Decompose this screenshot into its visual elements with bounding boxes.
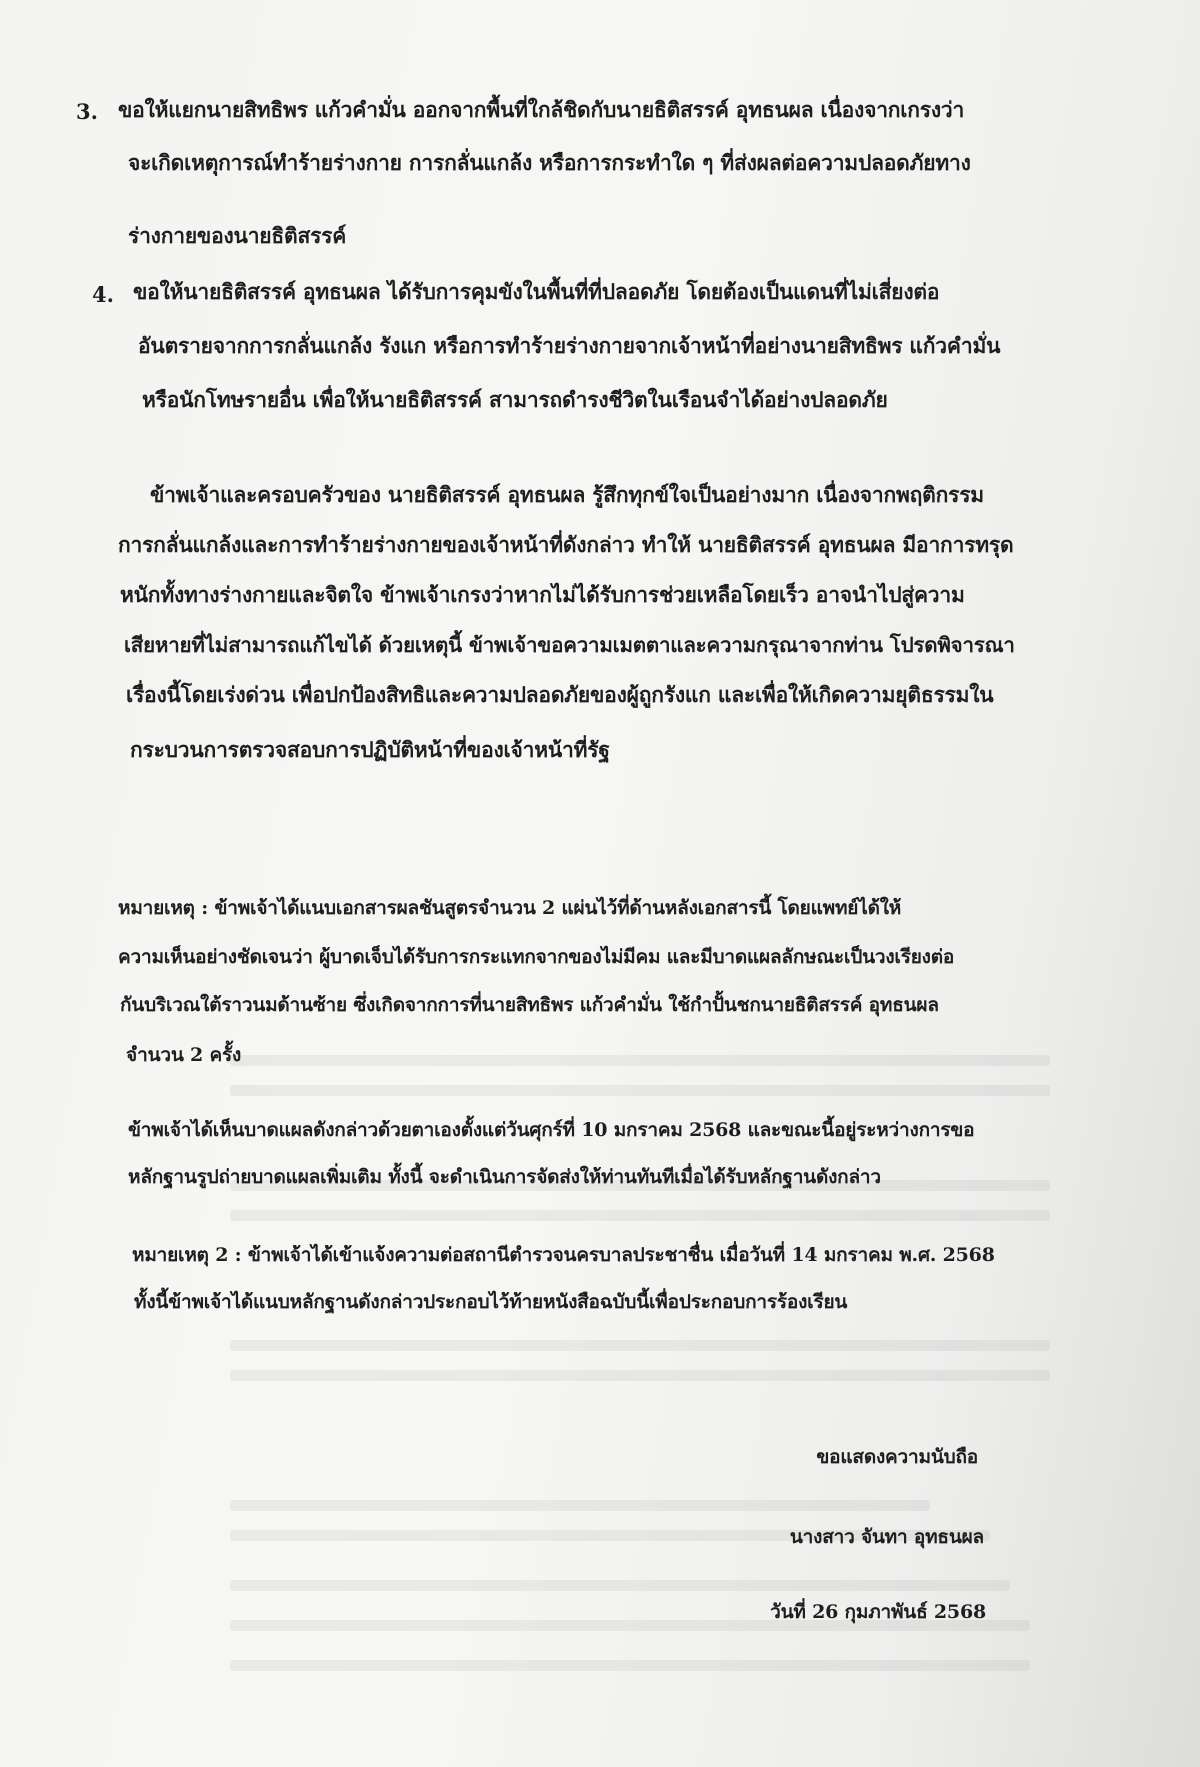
bleed-through [230,1085,1050,1096]
paragraph-line: เสียหายที่ไม่สามารถแก้ไขได้ ด้วยเหตุนี้ ข้าพเจ้าขอความเมตตาและความกรุณาจากท่าน โปรดพิจารณา [124,633,1015,657]
item-line: ขอให้นายธิติสรรค์ อุทธนผล ได้รับการคุมขังในพื้นที่ที่ปลอดภัย โดยต้องเป็นแดนที่ไม่เสี่ยงต่อ [133,279,940,304]
item-line: จะเกิดเหตุการณ์ทำร้ายร่างกาย การกลั่นแกล้ง หรือการกระทำใด ๆ ที่ส่งผลต่อความปลอดภัยทาง [128,150,971,175]
note2-line: หมายเหตุ 2 : ข้าพเจ้าได้เข้าแจ้งความต่อสถานีตำรวจนครบาลประชาชื่น เมื่อวันที่ 14 มกราคม พ.ศ. 2568 [132,1244,995,1266]
note-line: จำนวน 2 ครั้ง [126,1044,242,1066]
signer-name: นางสาว จันทา อุทธนผล [789,1526,984,1548]
paragraph-line: หนักทั้งทางร่างกายและจิตใจ ข้าพเจ้าเกรงว่าหากไม่ได้รับการช่วยเหลือโดยเร็ว อาจนำไปสู่ความ [120,582,965,607]
paragraph-line: กระบวนการตรวจสอบการปฏิบัติหน้าที่ของเจ้าหน้าที่รัฐ [130,737,610,762]
note-line: ความเห็นอย่างชัดเจนว่า ผู้บาดเจ็บได้รับการกระแทกจากของไม่มีคม และมีบาดแผลลักษณะเป็นวงเรียงต่อ [118,946,955,968]
closing-text: ขอแสดงความนับถือ [816,1446,978,1468]
item-line: ร่างกายของนายธิติสรรค์ [128,223,347,248]
document-date: วันที่ 26 กุมภาพันธ์ 2568 [770,1601,986,1623]
note-line: กันบริเวณใต้ราวนมด้านซ้าย ซึ่งเกิดจากการที่นายสิทธิพร แก้วคำมั่น ใช้กำปั้นชกนายธิติสรรค์ อุทธนผล [120,994,939,1016]
note2-line: ทั้งนี้ข้าพเจ้าได้แนบหลักฐานดังกล่าวประกอบไว้ท้ายหนังสือฉบับนี้เพื่อประกอบการร้องเรียน [134,1291,848,1313]
paragraph-line: เรื่องนี้โดยเร่งด่วน เพื่อปกป้องสิทธิและความปลอดภัยของผู้ถูกรังแก และเพื่อให้เกิดความยุติธรรมใน [126,682,994,707]
bleed-through [230,1340,1050,1351]
item-number: 3. [76,99,98,124]
bleed-through [230,1660,1030,1671]
bleed-through [230,1500,930,1511]
item-line: ขอให้แยกนายสิทธิพร แก้วคำมั่น ออกจากพื้นที่ใกล้ชิดกับนายธิติสรรค์ อุทธนผล เนื่องจากเกรงว่า [118,97,965,122]
paragraph-line: การกลั่นแกล้งและการทำร้ายร่างกายของเจ้าหน้าที่ดังกล่าว ทำให้ นายธิติสรรค์ อุทธนผล มีอาการทรุด [118,532,1014,557]
bleed-through [230,1580,1010,1591]
item-line: หรือนักโทษรายอื่น เพื่อให้นายธิติสรรค์ สามารถดำรงชีวิตในเรือนจำได้อย่างปลอดภัย [142,387,888,412]
note-followup-line: หลักฐานรูปถ่ายบาดแผลเพิ่มเติม ทั้งนี้ จะดำเนินการจัดส่งให้ท่านทันทีเมื่อได้รับหลักฐานดังกล่าว [128,1166,881,1188]
bleed-through [230,1055,1050,1066]
bleed-through [230,1210,1050,1221]
paragraph-line: ข้าพเจ้าและครอบครัวของ นายธิติสรรค์ อุทธนผล รู้สึกทุกข์ใจเป็นอย่างมาก เนื่องจากพฤติกรรม [150,482,984,507]
note-followup-line: ข้าพเจ้าได้เห็นบาดแผลดังกล่าวด้วยตาเองตั้งแต่วันศุกร์ที่ 10 มกราคม 2568 และขณะนี้อยู่ระหว่างการขอ [128,1119,975,1141]
bleed-through [230,1370,1050,1381]
item-number: 4. [92,282,114,307]
item-line: อันตรายจากการกลั่นแกล้ง รังแก หรือการทำร้ายร่างกายจากเจ้าหน้าที่อย่างนายสิทธิพร แก้วคำมั่น [138,333,1001,358]
note-line: หมายเหตุ : ข้าพเจ้าได้แนบเอกสารผลชันสูตรจำนวน 2 แผ่นไว้ที่ด้านหลังเอกสารนี้ โดยแพทย์ได้ให้ [118,897,902,919]
